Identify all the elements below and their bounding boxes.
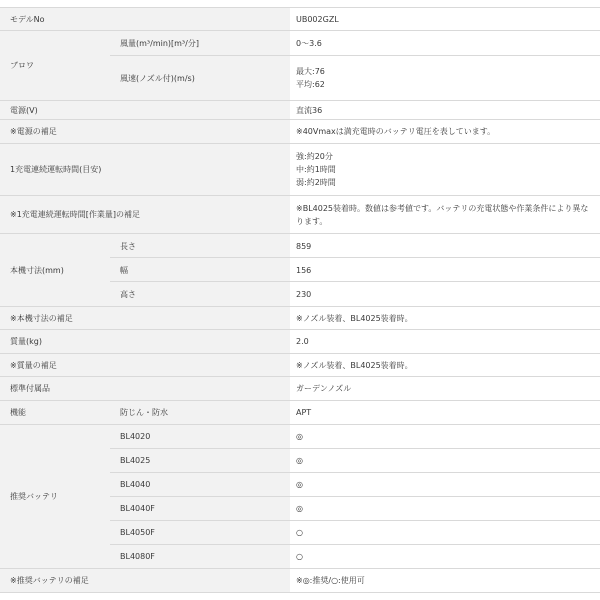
runtime-note-line1: ※BL4025装着時。数値は参考値です。バッテリの充電状態や作業条件により異な — [296, 203, 589, 213]
mass-value: 2.0 — [290, 330, 600, 353]
model-no-label: モデルNo — [0, 8, 290, 30]
row-divider — [0, 119, 600, 120]
air-volume-value: 0〜3.6 — [290, 31, 600, 55]
row-divider — [0, 329, 600, 330]
length-label: 長さ — [110, 234, 290, 258]
row-divider — [0, 233, 600, 234]
air-speed-max: 最大:76 — [296, 67, 325, 76]
air-speed-label: 風速(ノズル付)(m/s) — [110, 56, 290, 100]
runtime-medium: 中:約1時間 — [296, 165, 336, 174]
row-divider — [110, 496, 600, 497]
battery-name: BL4080F — [110, 545, 290, 568]
row-divider — [110, 472, 600, 473]
battery-mark: ○ — [290, 521, 600, 544]
row-divider — [110, 281, 600, 282]
row-divider — [0, 568, 600, 569]
battery-name: BL4025 — [110, 449, 290, 472]
row-divider — [0, 195, 600, 196]
power-note-label: ※電源の補足 — [0, 120, 290, 143]
blower-label: ブロワ — [0, 31, 110, 100]
battery-note-label: ※推奨バッテリの補足 — [0, 569, 290, 592]
row-divider — [110, 544, 600, 545]
height-label: 高さ — [110, 282, 290, 306]
power-note-value: ※40Vmaxは満充電時のバッテリ電圧を表しています。 — [290, 120, 600, 143]
row-divider — [110, 520, 600, 521]
dimensions-note-value: ※ノズル装着、BL4025装着時。 — [290, 307, 600, 329]
runtime-note-line2: ります。 — [296, 216, 328, 226]
battery-mark: ◎ — [290, 473, 600, 496]
battery-mark: ○ — [290, 545, 600, 568]
power-label: 電源(V) — [0, 101, 290, 119]
length-value: 859 — [290, 234, 600, 258]
runtime-label: 1充電連続運転時間(目安) — [0, 144, 290, 195]
mass-note-label: ※質量の補足 — [0, 354, 290, 376]
battery-note-value: ※◎:推奨/○:使用可 — [290, 569, 600, 592]
battery-mark: ◎ — [290, 425, 600, 448]
row-divider — [0, 143, 600, 144]
battery-name: BL4050F — [110, 521, 290, 544]
power-value: 直流36 — [290, 101, 600, 119]
function-label: 機能 — [0, 401, 110, 424]
height-value: 230 — [290, 282, 600, 306]
width-value: 156 — [290, 258, 600, 282]
dimensions-label: 本機寸法(mm) — [0, 234, 110, 306]
row-divider — [0, 306, 600, 307]
battery-label: 推奨バッテリ — [0, 425, 110, 568]
accessories-label: 標準付属品 — [0, 377, 290, 400]
air-speed-value — [290, 56, 600, 100]
row-divider — [0, 7, 600, 8]
row-divider — [0, 353, 600, 354]
row-divider — [0, 424, 600, 425]
row-divider — [0, 30, 600, 31]
battery-mark: ◎ — [290, 497, 600, 520]
battery-name: BL4040 — [110, 473, 290, 496]
row-divider — [110, 257, 600, 258]
row-divider — [0, 400, 600, 401]
function-sub-label: 防じん・防水 — [110, 401, 290, 424]
row-divider — [0, 376, 600, 377]
model-no-value: UB002GZL — [290, 8, 600, 30]
battery-name: BL4040F — [110, 497, 290, 520]
row-divider — [0, 592, 600, 593]
function-value: APT — [290, 401, 600, 424]
mass-note-value: ※ノズル装着、BL4025装着時。 — [290, 354, 600, 376]
air-volume-label: 風量(m³/min)[m³/分] — [110, 31, 290, 55]
row-divider — [110, 448, 600, 449]
runtime-strong: 強:約20分 — [296, 152, 333, 161]
mass-label: 質量(kg) — [0, 330, 290, 353]
battery-name: BL4020 — [110, 425, 290, 448]
width-label: 幅 — [110, 258, 290, 282]
runtime-value — [290, 144, 600, 195]
air-speed-avg: 平均:62 — [296, 80, 325, 89]
runtime-note-value — [290, 196, 600, 233]
runtime-note-label: ※1充電連続運転時間[作業量]の補足 — [0, 196, 290, 233]
row-divider — [0, 100, 600, 101]
runtime-weak: 弱:約2時間 — [296, 178, 336, 187]
battery-mark: ◎ — [290, 449, 600, 472]
accessories-value: ガーデンノズル — [290, 377, 600, 400]
row-divider — [110, 55, 600, 56]
dimensions-note-label: ※本機寸法の補足 — [0, 307, 290, 329]
